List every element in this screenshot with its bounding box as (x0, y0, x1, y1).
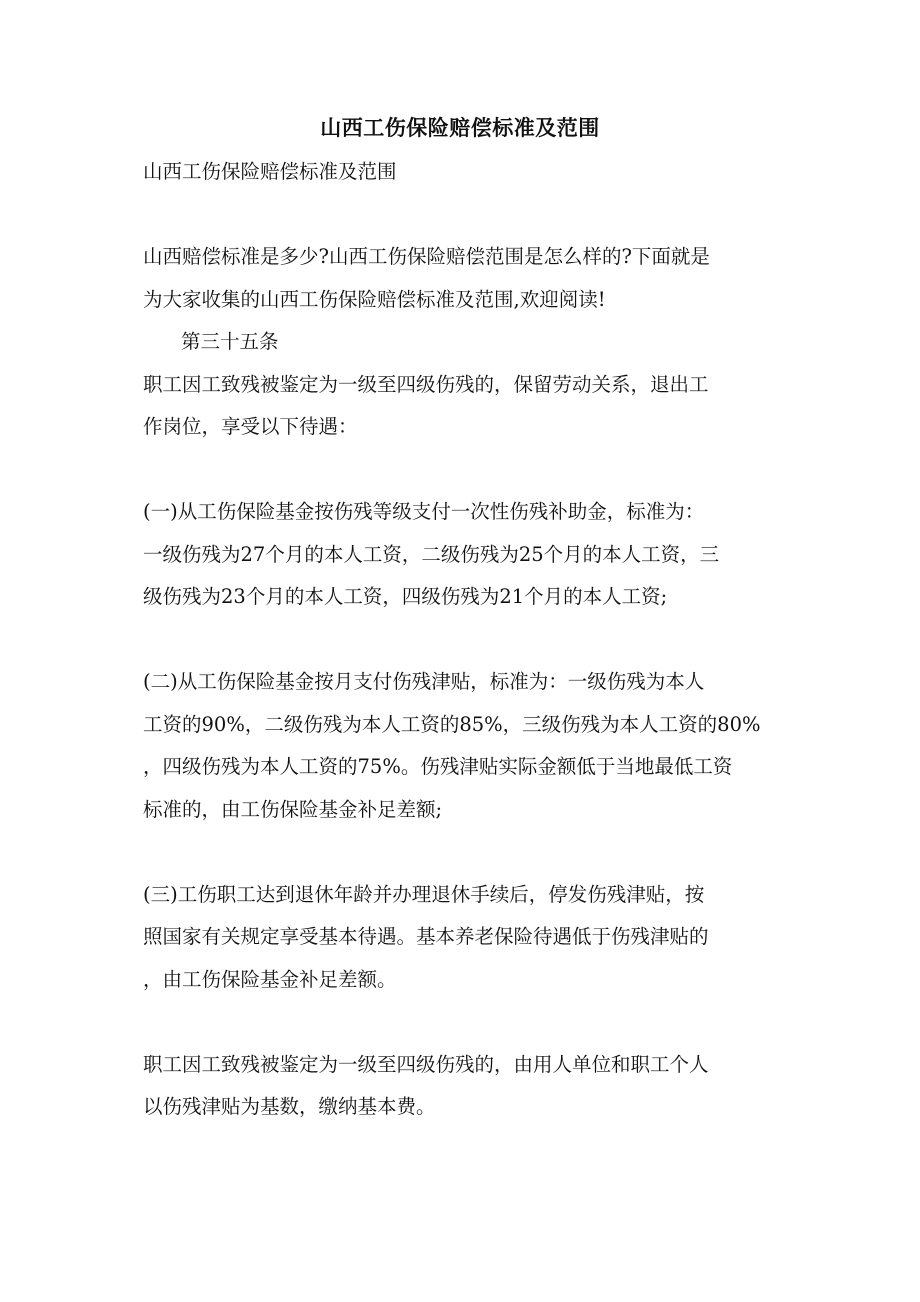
document-subtitle: 山西工伤保险赔偿标准及范围 (143, 160, 397, 183)
item2-line-2: 工资的90%，二级伤残为本人工资的85%，三级伤残为本人工资的80% (143, 713, 761, 736)
intro-line-2: 为大家收集的山西工伤保险赔偿标准及范围,欢迎阅读! (143, 288, 606, 311)
article-heading: 第三十五条 (181, 330, 279, 353)
article-body-line-1: 职工因工致残被鉴定为一级至四级伤残的，保留劳动关系，退出工 (143, 373, 709, 396)
item1-line-2: 一级伤残为27个月的本人工资，二级伤残为25个月的本人工资，三 (143, 543, 720, 566)
item2-line-3: ，四级伤残为本人工资的75%。伤残津贴实际金额低于当地最低工资 (143, 755, 733, 778)
article-body-line-2: 作岗位，享受以下待遇： (143, 415, 358, 438)
closing-line-2: 以伤残津贴为基数，缴纳基本费。 (143, 1095, 436, 1118)
document-title: 山西工伤保险赔偿标准及范围 (320, 115, 600, 140)
item2-line-4: 标准的，由工伤保险基金补足差额; (143, 798, 443, 821)
closing-line-1: 职工因工致残被鉴定为一级至四级伤残的，由用人单位和职工个人 (143, 1053, 709, 1076)
intro-line-1: 山西赔偿标准是多少?山西工伤保险赔偿范围是怎么样的?下面就是 (143, 245, 710, 268)
item1-line-1: (一)从工伤保险基金按伤残等级支付一次性伤残补助金，标准为： (143, 500, 705, 523)
item2-line-1: (二)从工伤保险基金按月支付伤残津贴，标准为：一级伤残为本人 (143, 670, 705, 693)
item1-line-3: 级伤残为23个月的本人工资，四级伤残为21个月的本人工资; (143, 585, 668, 608)
item3-line-1: (三)工伤职工达到退休年龄并办理退休手续后，停发伤残津贴，按 (143, 883, 705, 906)
item3-line-3: ，由工伤保险基金补足差额。 (143, 968, 397, 991)
item3-line-2: 照国家有关规定享受基本待遇。基本养老保险待遇低于伤残津贴的 (143, 925, 709, 948)
